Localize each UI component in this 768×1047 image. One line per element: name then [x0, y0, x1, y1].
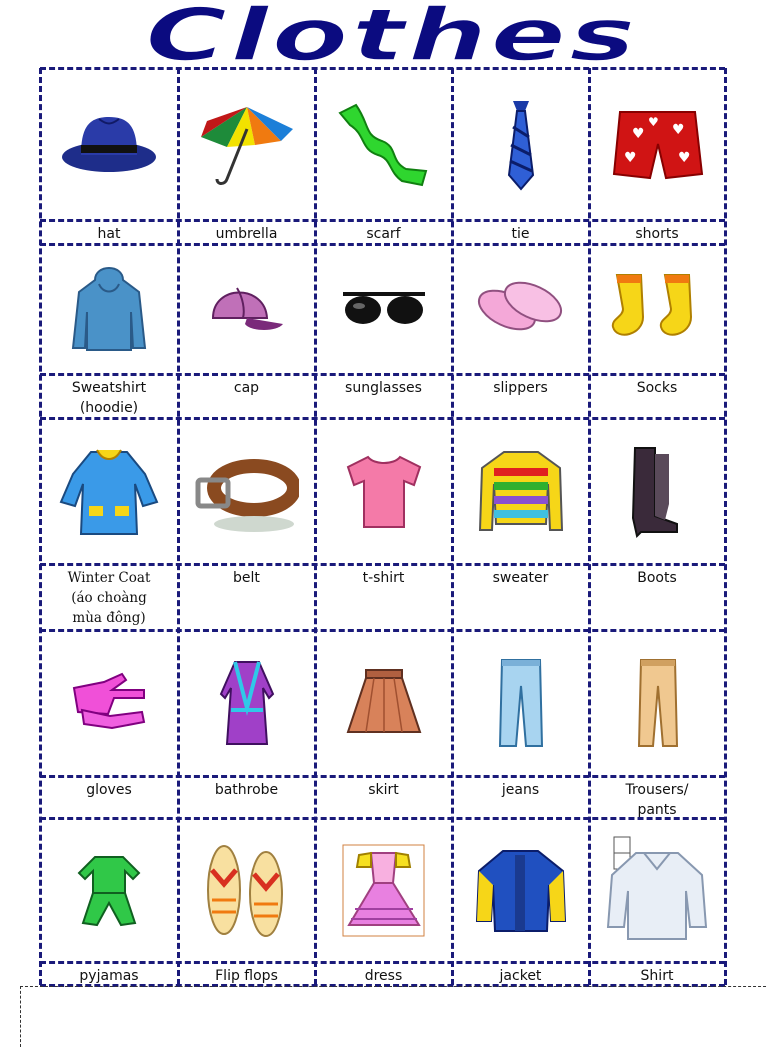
vocab-card: [40, 244, 178, 418]
vocab-label: skirt: [368, 782, 399, 798]
vocab-card: [40, 818, 178, 985]
vocab-label: Flip flops: [215, 968, 278, 984]
vocab-card: [589, 818, 725, 985]
slippers-icon: [456, 248, 585, 370]
svg-text:♥: ♥: [631, 126, 645, 142]
vocab-card: [452, 630, 589, 818]
vocab-label: hat: [97, 226, 121, 242]
vocab-label: dress: [364, 968, 403, 984]
vocab-label: jeans: [501, 782, 540, 798]
vocab-card: [589, 630, 725, 818]
svg-text:♥: ♥: [677, 150, 691, 166]
sunglasses-icon: [319, 248, 448, 370]
socks-icon: [593, 248, 721, 370]
cap-icon: [182, 248, 311, 370]
vocab-card: [452, 818, 589, 985]
page-title: [0, 0, 768, 68]
vocab-label: belt: [233, 570, 260, 586]
vocab-card: [178, 818, 315, 985]
vocab-card: [589, 68, 725, 244]
vocab-label: sunglasses: [345, 380, 422, 396]
jeans-icon: [456, 634, 585, 772]
boots-icon: [593, 422, 721, 560]
vocab-card: [315, 68, 452, 244]
title-wordart: [0, 0, 768, 68]
vocab-label: pyjamas: [79, 968, 139, 984]
skirt-icon: [319, 634, 448, 772]
flip-flops-icon: [182, 822, 311, 958]
vocab-label: Boots: [637, 570, 677, 586]
vocab-card: [178, 418, 315, 630]
vocab-card: [40, 630, 178, 818]
belt-icon: [182, 422, 311, 560]
trousers-icon: [593, 634, 721, 772]
vocab-card: [178, 244, 315, 418]
vocab-label: sweater: [492, 570, 549, 586]
vocab-label: gloves: [86, 782, 132, 798]
tie-icon: [456, 72, 585, 216]
vocab-label: tie: [511, 226, 530, 242]
vocab-card: [315, 244, 452, 418]
vocab-card: [40, 68, 178, 244]
vocab-card: [589, 418, 725, 630]
vocab-label: Shirt: [640, 968, 674, 984]
hoodie-icon: [44, 248, 174, 370]
vocab-label: shorts: [635, 226, 679, 242]
shorts-icon: [593, 72, 721, 216]
vocab-card: [315, 418, 452, 630]
vocab-card: [315, 630, 452, 818]
vocab-label: cap: [233, 380, 260, 396]
vocab-label: scarf: [366, 226, 401, 242]
umbrella-icon: [182, 72, 311, 216]
vocab-label: Winter Coat (áo choàng mùa đông): [67, 570, 151, 626]
vocab-card: [315, 818, 452, 985]
vocab-label: Socks: [636, 380, 678, 396]
vocab-card: [40, 418, 178, 630]
jacket-icon: [456, 822, 585, 958]
cut-line: [20, 986, 768, 1047]
shirt-icon: [593, 822, 721, 958]
vocab-card: [452, 418, 589, 630]
winter-coat-icon: [44, 422, 174, 560]
sweater-icon: [456, 422, 585, 560]
scarf-icon: [319, 72, 448, 216]
vocab-card: [452, 244, 589, 418]
vocab-card: [178, 68, 315, 244]
vocab-label: Sweatshirt (hoodie): [71, 380, 147, 416]
svg-text:♥: ♥: [623, 150, 637, 166]
vocab-label: slippers: [493, 380, 548, 396]
title-text: Clothes: [145, 0, 639, 68]
vocab-card: [178, 630, 315, 818]
pyjamas-icon: [44, 822, 174, 958]
vocabulary-grid: [40, 68, 725, 985]
bathrobe-icon: [182, 634, 311, 772]
gloves-icon: [44, 634, 174, 772]
tshirt-icon: [319, 422, 448, 560]
vocab-label: t-shirt: [362, 570, 405, 586]
vocab-card: [589, 244, 725, 418]
vocab-label: jacket: [499, 968, 542, 984]
vocab-label: Trousers/ pants: [625, 782, 689, 818]
svg-text:♥: ♥: [671, 122, 685, 138]
svg-text:♥: ♥: [647, 115, 659, 129]
hat-icon: [44, 72, 174, 216]
vocab-label: bathrobe: [214, 782, 279, 798]
vocab-card: [452, 68, 589, 244]
dress-icon: [319, 822, 448, 958]
vocab-label: umbrella: [215, 226, 278, 242]
